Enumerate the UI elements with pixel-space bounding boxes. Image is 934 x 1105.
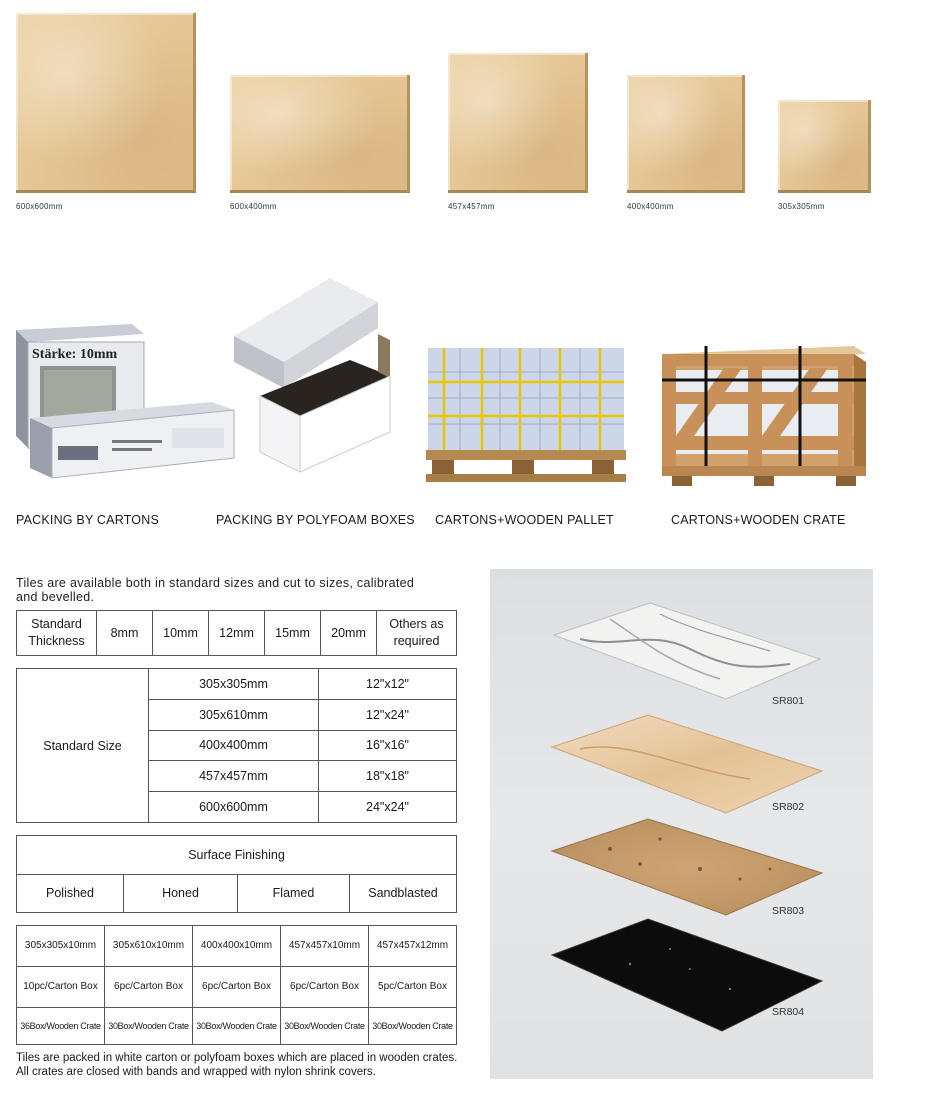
carton-box-text: Stärke: 10mm	[32, 347, 118, 362]
pack-per-crate: 36Box/Wooden Crate	[17, 1007, 105, 1044]
tile-size-label: 457x457mm	[448, 202, 495, 211]
pack-size: 305x305x10mm	[17, 926, 105, 967]
pack-size: 400x400x10mm	[193, 926, 281, 967]
pack-size: 305x610x10mm	[105, 926, 193, 967]
thickness-value: 15mm	[265, 611, 321, 656]
pack-per-carton: 6pc/Carton Box	[281, 966, 369, 1007]
product-code: SR803	[772, 905, 805, 917]
surface-option: Sandblasted	[350, 874, 457, 913]
pack-size: 457x457x10mm	[281, 926, 369, 967]
tile-600x400	[230, 75, 410, 193]
standard-size-header: Standard Size	[17, 669, 149, 823]
pack-per-crate: 30Box/Wooden Crate	[105, 1007, 193, 1044]
size-mm: 400x400mm	[149, 730, 319, 761]
size-inch: 18"x18"	[319, 761, 457, 792]
packing-label-pallet: CARTONS+WOODEN PALLET	[435, 513, 614, 527]
size-mm: 305x305mm	[149, 669, 319, 700]
size-inch: 12"x12"	[319, 669, 457, 700]
pack-size: 457x457x12mm	[369, 926, 457, 967]
surface-header: Surface Finishing	[17, 836, 457, 875]
pack-per-crate: 30Box/Wooden Crate	[281, 1007, 369, 1044]
polyfoam-box-image	[230, 276, 400, 476]
packing-label-polyfoam: PACKING BY POLYFOAM BOXES	[216, 513, 415, 527]
surface-option: Honed	[124, 874, 238, 913]
packing-label-cartons: PACKING BY CARTONS	[16, 513, 159, 527]
tile-305x305	[778, 100, 871, 193]
product-panel	[490, 569, 873, 1079]
wooden-crate-image	[658, 340, 870, 488]
tile-400x400	[627, 75, 745, 193]
product-code: SR802	[772, 801, 805, 813]
pack-per-crate: 30Box/Wooden Crate	[193, 1007, 281, 1044]
size-mm: 457x457mm	[149, 761, 319, 792]
pack-per-crate: 30Box/Wooden Crate	[369, 1007, 457, 1044]
tile-size-label: 600x400mm	[230, 202, 277, 211]
carton-box-image	[12, 318, 237, 483]
tile-457x457	[448, 53, 588, 193]
intro-text: Tiles are available both in standard sizes and cut to sizes, calibrated and bevelled.	[16, 576, 415, 604]
size-inch: 16"x16"	[319, 730, 457, 761]
size-mm: 305x610mm	[149, 699, 319, 730]
thickness-table	[16, 610, 457, 656]
pack-per-carton: 5pc/Carton Box	[369, 966, 457, 1007]
tile-size-label: 400x400mm	[627, 202, 674, 211]
size-inch: 12"x24"	[319, 699, 457, 730]
pack-per-carton: 10pc/Carton Box	[17, 966, 105, 1007]
size-inch: 24"x24"	[319, 792, 457, 823]
surface-option: Flamed	[238, 874, 350, 913]
surface-finishing-table	[16, 835, 457, 913]
pack-per-carton: 6pc/Carton Box	[105, 966, 193, 1007]
product-code: SR801	[772, 695, 805, 707]
pack-per-carton: 6pc/Carton Box	[193, 966, 281, 1007]
tile-600x600	[16, 13, 196, 193]
wooden-pallet-image	[420, 342, 630, 487]
thickness-value: 10mm	[153, 611, 209, 656]
thickness-others: Others as required	[377, 611, 457, 656]
thickness-value: 20mm	[321, 611, 377, 656]
surface-option: Polished	[17, 874, 124, 913]
thickness-value: 12mm	[209, 611, 265, 656]
tile-size-label: 600x600mm	[16, 202, 63, 211]
thickness-header: Standard Thickness	[17, 611, 97, 656]
product-code: SR804	[772, 1006, 805, 1018]
tile-size-label: 305x305mm	[778, 202, 825, 211]
packing-note: Tiles are packed in white carton or polyfoam boxes which are placed in wooden crates. All crates are closed with bands and wrapped with nylon shrink covers.	[16, 1052, 458, 1078]
stacked-tiles-image	[490, 569, 873, 1079]
size-mm: 600x600mm	[149, 792, 319, 823]
standard-size-table	[16, 668, 457, 823]
packing-label-crate: CARTONS+WOODEN CRATE	[671, 513, 846, 527]
thickness-value: 8mm	[97, 611, 153, 656]
packing-table	[16, 925, 457, 1045]
